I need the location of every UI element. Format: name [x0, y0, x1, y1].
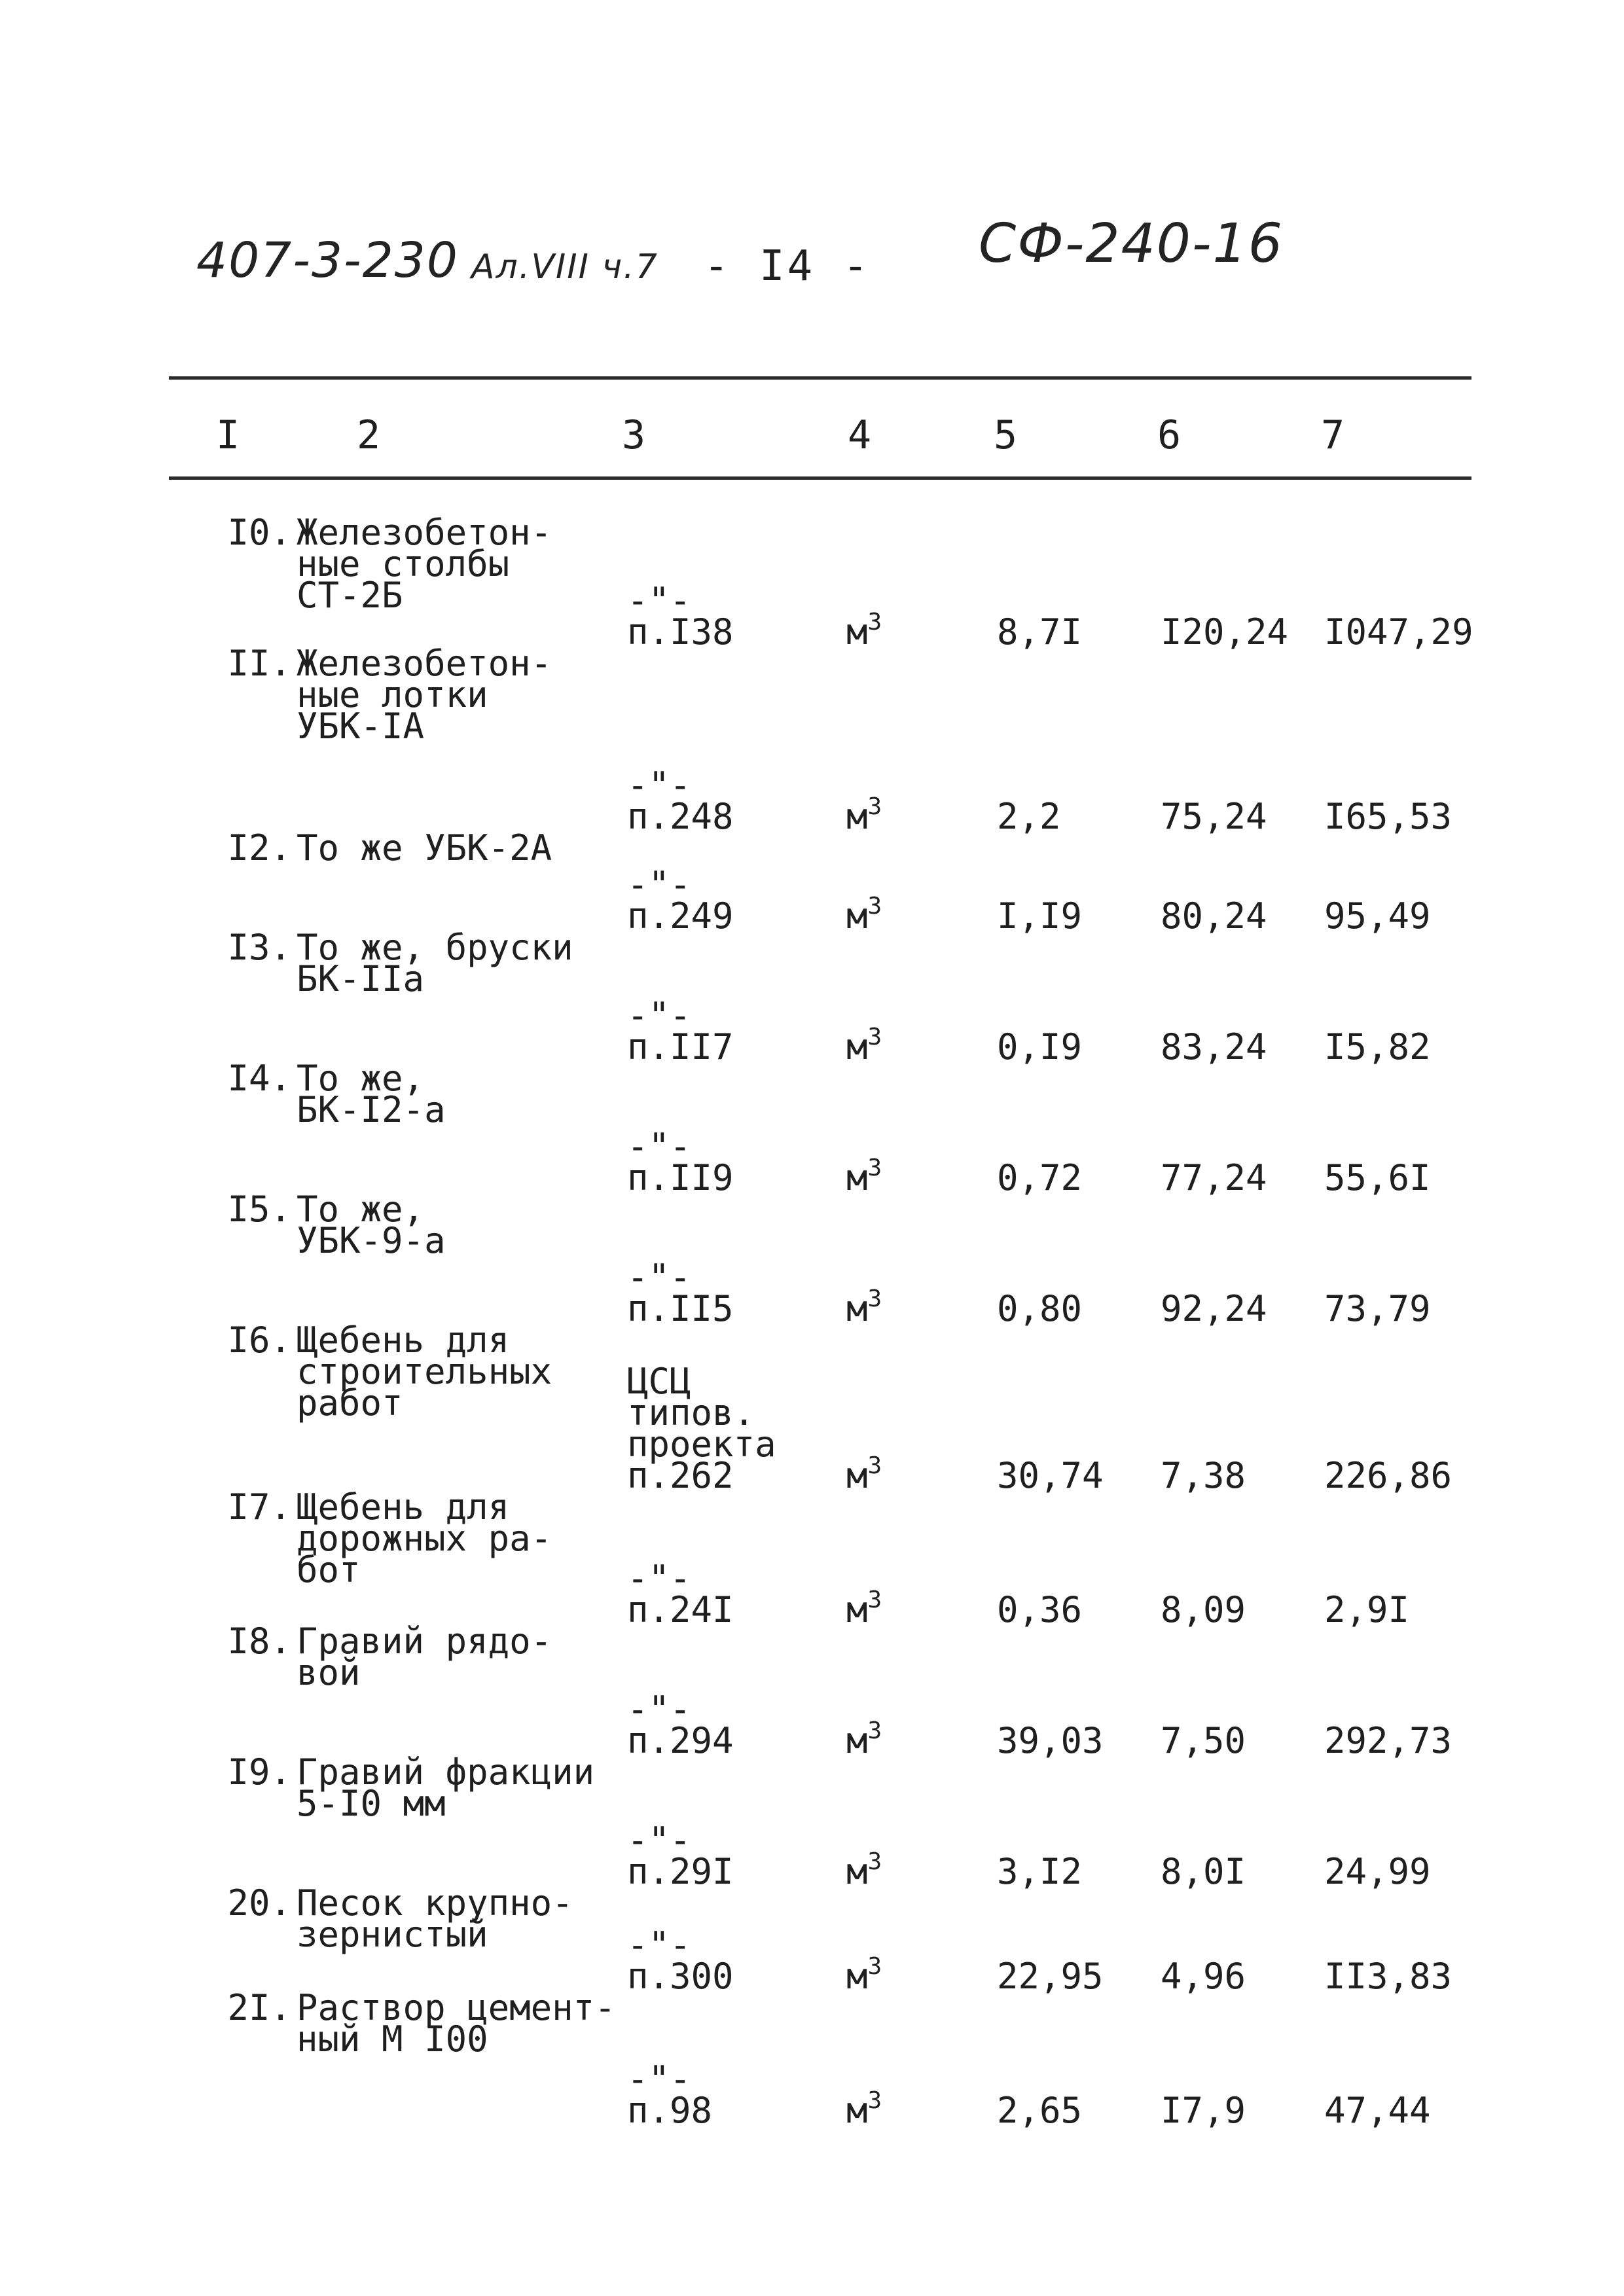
unit: м	[846, 2090, 868, 2131]
unit: м	[846, 1720, 868, 1761]
row-number: II.	[227, 643, 291, 684]
document-code: 407-3-230	[196, 232, 459, 289]
unit-exponent: 3	[867, 1848, 882, 1875]
total-cost: II3,83	[1324, 1956, 1453, 1997]
unit-cell	[846, 833, 997, 937]
price-source: -"- п.248	[627, 764, 734, 837]
column-header-3: 3	[622, 412, 646, 458]
material-name: Железобетон- ные столбы СТ-2Б	[297, 512, 552, 616]
column-header-7: 7	[1321, 412, 1345, 458]
unit: м	[846, 1288, 868, 1329]
table-row	[0, 1992, 1511, 2126]
unit: м	[846, 895, 868, 937]
unit-exponent: 3	[867, 793, 882, 820]
unit-price: 8,09	[1161, 1589, 1246, 1630]
quantity: I,I9	[997, 895, 1083, 937]
unit-price: 83,24	[1161, 1026, 1267, 1067]
unit: м	[846, 796, 868, 837]
unit-cell	[846, 1888, 997, 1997]
unit-exponent: 3	[867, 1024, 882, 1050]
quantity: 8,7I	[997, 611, 1083, 653]
quantity: 2,2	[997, 796, 1061, 837]
material-name: Щебень для строительных работ	[297, 1319, 552, 1424]
material-name: То же, УБК-9-а	[297, 1189, 446, 1261]
material-name: Железобетон- ные лотки УБК-IА	[297, 643, 552, 747]
unit-cell	[846, 1492, 997, 1630]
total-cost: 55,6I	[1324, 1157, 1431, 1198]
unit-cell	[846, 648, 997, 837]
material-name: Гравий фракции 5-I0 мм	[297, 1751, 595, 1824]
unit-cell	[846, 1194, 997, 1329]
unit-cell	[846, 517, 997, 653]
unit-exponent: 3	[867, 1452, 882, 1479]
total-cost: 24,99	[1324, 1851, 1431, 1892]
quantity: 0,80	[997, 1288, 1083, 1329]
table-row	[0, 833, 1511, 932]
total-cost: I65,53	[1324, 796, 1453, 837]
unit-cell	[846, 1063, 997, 1198]
total-cost: 292,73	[1324, 1720, 1453, 1761]
table-row	[0, 932, 1511, 1063]
column-header-2: 2	[357, 412, 381, 458]
unit-price: 7,38	[1161, 1455, 1246, 1496]
total-cost: 2,9I	[1324, 1589, 1410, 1630]
total-cost: I047,29	[1324, 611, 1473, 653]
quantity: 39,03	[997, 1720, 1104, 1761]
quantity: 22,95	[997, 1956, 1104, 1997]
column-header-1: I	[216, 412, 240, 458]
unit-price: 77,24	[1161, 1157, 1267, 1198]
quantity: 0,36	[997, 1589, 1083, 1630]
price-source: -"- п.29I	[627, 1820, 734, 1892]
row-number: I6.	[227, 1319, 291, 1361]
unit-exponent: 3	[867, 2087, 882, 2114]
page-number: - I4 -	[704, 242, 871, 291]
quantity: 3,I2	[997, 1851, 1083, 1892]
unit: м	[846, 1589, 868, 1630]
quantity: 0,I9	[997, 1026, 1083, 1067]
unit: м	[846, 611, 868, 653]
unit: м	[846, 1455, 868, 1496]
table-row	[0, 1757, 1511, 1888]
table-row	[0, 648, 1511, 833]
column-header-4: 4	[848, 412, 872, 458]
price-source: -"- п.II7	[627, 995, 734, 1067]
quantity: 0,72	[997, 1157, 1083, 1198]
table-row	[0, 1492, 1511, 1626]
material-name: Щебень для дорожных ра- бот	[297, 1486, 552, 1590]
table-top-rule	[169, 376, 1471, 380]
table-row	[0, 1063, 1511, 1194]
unit-exponent: 3	[867, 1717, 882, 1744]
table-row	[0, 1888, 1511, 1992]
unit-exponent: 3	[867, 893, 882, 920]
total-cost: 226,86	[1324, 1455, 1453, 1496]
row-number: I8.	[227, 1621, 291, 1662]
quantity: 2,65	[997, 2090, 1083, 2131]
unit: м	[846, 1157, 868, 1198]
unit-price: I7,9	[1161, 2090, 1246, 2131]
total-cost: 95,49	[1324, 895, 1431, 937]
unit-cell	[846, 1992, 997, 2131]
unit-cell	[846, 1626, 997, 1761]
price-source: -"- п.294	[627, 1689, 734, 1761]
unit-price: 75,24	[1161, 796, 1267, 837]
row-number: I0.	[227, 512, 291, 553]
unit-price: 7,50	[1161, 1720, 1246, 1761]
unit-exponent: 3	[867, 1155, 882, 1181]
total-cost: I5,82	[1324, 1026, 1431, 1067]
price-source: ЦСЦ типов. проекта п.262	[627, 1361, 776, 1496]
price-source: -"- п.II5	[627, 1257, 734, 1329]
table-header-rule	[169, 476, 1471, 480]
price-source: -"- п.II9	[627, 1126, 734, 1198]
unit-exponent: 3	[867, 609, 882, 636]
unit-price: 8,0I	[1161, 1851, 1246, 1892]
table-row	[0, 1626, 1511, 1757]
material-name: Гравий рядо- вой	[297, 1621, 552, 1693]
row-number: I5.	[227, 1189, 291, 1230]
total-cost: 47,44	[1324, 2090, 1431, 2131]
material-name: То же УБК-2А	[297, 827, 552, 869]
unit-exponent: 3	[867, 1953, 882, 1980]
column-header-6: 6	[1157, 412, 1182, 458]
row-number: I2.	[227, 827, 291, 869]
unit-cell	[846, 932, 997, 1067]
row-number: I3.	[227, 927, 291, 968]
price-source: -"- п.24I	[627, 1558, 734, 1630]
price-source: -"- п.I38	[627, 580, 734, 653]
table-row	[0, 1194, 1511, 1325]
materials-table	[0, 512, 1511, 2131]
price-source: -"- п.98	[627, 2058, 713, 2131]
quantity: 30,74	[997, 1455, 1104, 1496]
unit-price: 4,96	[1161, 1956, 1246, 1997]
unit-exponent: 3	[867, 1285, 882, 1312]
unit: м	[846, 1851, 868, 1892]
row-number: 20.	[227, 1882, 291, 1924]
sheet-code: СФ-240-16	[979, 213, 1284, 275]
table-row	[0, 1325, 1511, 1492]
unit: м	[846, 1026, 868, 1067]
row-number: I4.	[227, 1058, 291, 1099]
material-name: То же, БК-I2-а	[297, 1058, 446, 1130]
price-source: -"- п.300	[627, 1924, 734, 1997]
album-reference: Ал.VIII ч.7	[471, 247, 659, 287]
material-name: Песок крупно- зернистый	[297, 1882, 573, 1955]
material-name: То же, бруски БК-IIа	[297, 927, 573, 999]
row-number: I7.	[227, 1486, 291, 1528]
total-cost: 73,79	[1324, 1288, 1431, 1329]
unit-price: I20,24	[1161, 611, 1289, 653]
unit-exponent: 3	[867, 1587, 882, 1613]
unit-cell	[846, 1325, 997, 1496]
unit-price: 92,24	[1161, 1288, 1267, 1329]
row-number: I9.	[227, 1751, 291, 1793]
unit: м	[846, 1956, 868, 1997]
table-row	[0, 517, 1511, 648]
unit-cell	[846, 1757, 997, 1892]
price-source: -"- п.249	[627, 864, 734, 937]
unit-price: 80,24	[1161, 895, 1267, 937]
material-name: Раствор цемент- ный М I00	[297, 1987, 616, 2060]
column-header-5: 5	[994, 412, 1018, 458]
row-number: 2I.	[227, 1987, 291, 2028]
